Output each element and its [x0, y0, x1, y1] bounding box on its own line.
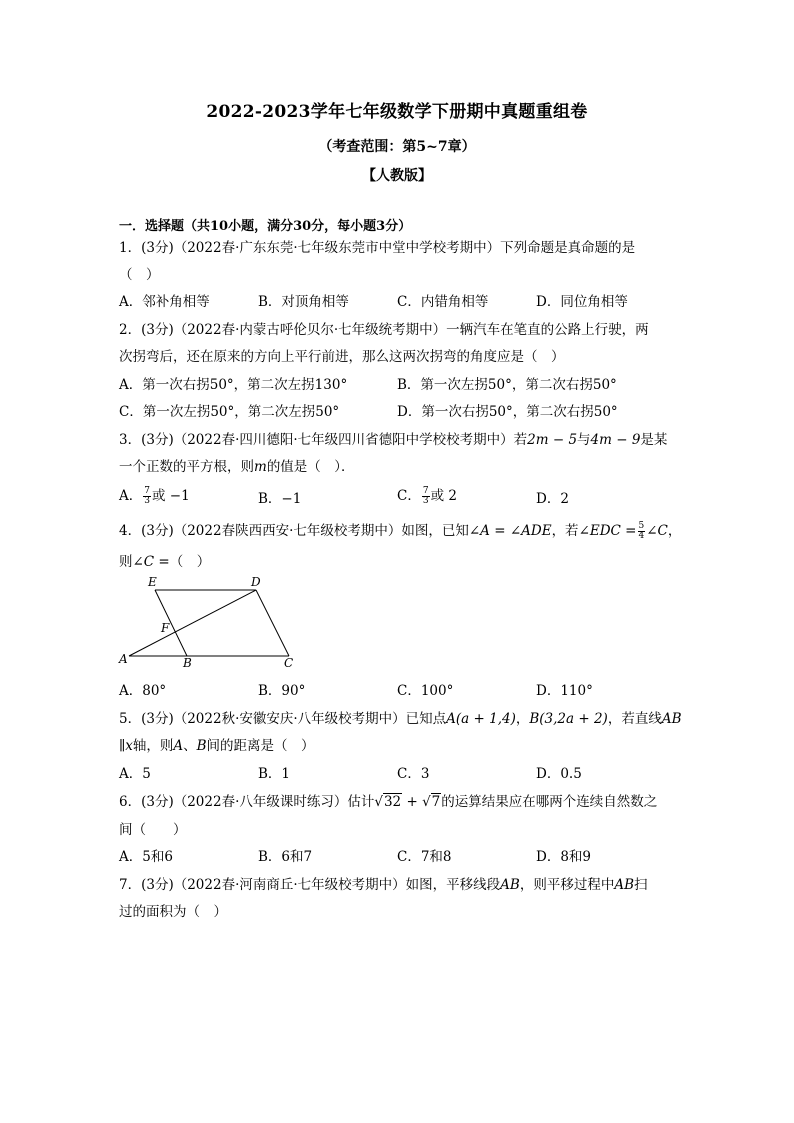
q3-option-b: B．−1: [258, 491, 302, 507]
q4-expr-4: ∠C =: [132, 554, 170, 570]
q3-a-suffix: 或 −1: [151, 488, 190, 504]
q5-text-f: 间的距离是（ ）: [206, 738, 315, 754]
section-heading: 一．选择题（共10小题，满分30分，每小题3分）: [119, 219, 412, 234]
question-5-stem: [119, 707, 682, 727]
q5-expr-6: B: [196, 738, 207, 754]
q1-option-b: B．对顶角相等: [258, 294, 349, 310]
q2-option-d: D．第一次右拐50°，第二次右拐50°: [397, 404, 618, 420]
q5-expr-5: A: [173, 738, 184, 754]
edition-label: 【人教版】: [362, 168, 432, 184]
q7-text-c: 扫: [634, 877, 648, 893]
question-1-stem-cont: （ ）: [119, 267, 160, 283]
q3-text-e: 的值是（ ）．: [266, 459, 355, 475]
question-2-stem-cont: 次拐弯后，还在原来的方向上平行前进，那么这两次拐弯的角度应是（ ）: [119, 349, 565, 365]
question-1-stem: 1．(3分)（2022春·广东东莞·七年级东莞市中堂中学校考期中）下列命题是真命题的是: [119, 240, 636, 256]
q3-var: m: [254, 459, 267, 475]
q5-option-d: D．0.5: [536, 766, 582, 782]
segment-eb: [155, 590, 187, 656]
q3-expr-2: 4m − 9: [590, 432, 641, 448]
question-7-stem: [119, 873, 648, 893]
q7-text-a: 7．(3分)（2022春·河南商丘·七年级校考期中）如图，平移线段: [119, 877, 501, 893]
q4-fraction: [638, 522, 646, 541]
question-4-stem: [119, 519, 681, 541]
q3-text-a: 3．(3分)（2022春·四川德阳·七年级四川省德阳中学校校考期中）若: [119, 432, 528, 448]
q5-parallel: ∥: [119, 738, 126, 754]
q4-text-e: （ ）: [169, 554, 211, 570]
q4-expr-1: ∠A = ∠ADE: [468, 523, 552, 539]
question-3-stem: [119, 428, 667, 448]
q5-expr-4: x: [125, 738, 133, 754]
page-subtitle: （考查范围：第5~7章）: [318, 139, 476, 155]
q4-text-d: 则: [119, 554, 133, 570]
q6-radicand-1: 32: [383, 794, 402, 810]
question-5-stem-cont: [119, 734, 315, 754]
q6-text-a: 6．(3分)（2022春·八年级课时练习）估计: [119, 794, 375, 810]
q3-text-b: 与: [577, 432, 591, 448]
q4-expr-3: ∠C: [646, 523, 668, 539]
q5-text-c: ，若直线: [607, 711, 662, 727]
q6-text-b: 的运算结果应在哪两个连续自然数之: [441, 794, 658, 810]
q3-c-suffix: 或 2: [430, 488, 457, 504]
q6-option-c: C．7和8: [397, 849, 452, 865]
question-3-stem-cont: [119, 455, 355, 475]
q3-c-prefix: C．: [397, 488, 421, 504]
q5-text-d: 轴，则: [132, 738, 174, 754]
q3-a-prefix: A．: [119, 488, 143, 504]
segment-dc: [256, 590, 289, 656]
q4-option-d: D．110°: [536, 683, 593, 699]
q3-a-denominator: 3: [144, 496, 150, 506]
question-6-stem: [119, 790, 657, 810]
q7-text-b: ，则平移过程中: [519, 877, 615, 893]
q2-option-c: C．第一次左拐50°，第二次左拐50°: [119, 404, 340, 420]
q4-option-c: C．100°: [397, 683, 454, 699]
q6-option-b: B．6和7: [258, 849, 313, 865]
question-6-stem-cont: 间（ ）: [119, 822, 187, 838]
q1-option-d: D．同位角相等: [536, 294, 628, 310]
q7-expr-1: AB: [500, 877, 520, 893]
q3-c-fraction: [422, 487, 430, 506]
q3-text-c: 是某: [640, 432, 668, 448]
q2-option-a: A．第一次右拐50°，第二次左拐130°: [119, 377, 348, 393]
sqrt-icon: √: [374, 794, 383, 810]
q3-a-numerator: 7: [144, 486, 150, 496]
q4-frac-numerator: 5: [638, 521, 645, 531]
q4-expr-2: ∠EDC =: [578, 523, 637, 539]
q3-expr-1: 2m − 5: [527, 432, 578, 448]
q2-option-b: B．第一次左拐50°，第二次右拐50°: [397, 377, 617, 393]
q4-text-a: 4．(3分)（2022春陕西西安·七年级校考期中）如图，已知: [119, 523, 469, 539]
segment-ad: [129, 590, 256, 656]
q3-text-d: 一个正数的平方根，则: [119, 459, 254, 475]
q6-plus: +: [402, 794, 423, 810]
sqrt-icon: √: [422, 794, 431, 810]
q5-text-b: ，: [515, 711, 530, 727]
q3-a-fraction: [143, 487, 151, 506]
q1-option-c: C．内错角相等: [397, 294, 489, 310]
q1-option-a: A．邻补角相等: [119, 294, 210, 310]
q4-text-b: ，若: [551, 523, 579, 539]
question-7-stem-cont: 过的面积为（ ）: [119, 904, 227, 920]
q3-c-numerator: 7: [422, 486, 429, 496]
q5-expr-2: B(3,2a + 2): [529, 711, 608, 727]
label-b: B: [183, 656, 192, 670]
question-2-stem: 2．(3分)（2022春·内蒙古呼伦贝尔·七年级统考期中）一辆汽车在笔直的公路上行驶，两: [119, 322, 649, 338]
q5-expr-3: AB: [661, 711, 682, 727]
q7-expr-2: AB: [614, 877, 634, 893]
q5-option-a: A．5: [119, 766, 151, 782]
geometry-figure: [117, 572, 307, 672]
q3-c-denominator: 3: [422, 496, 429, 506]
q4-option-b: B．90°: [258, 683, 306, 699]
q6-option-a: A．5和6: [119, 849, 173, 865]
page-title: 2022-2023学年七年级数学下册期中真题重组卷: [206, 102, 588, 122]
q5-text-e: 、: [183, 738, 197, 754]
q5-option-b: B．1: [258, 766, 291, 782]
q3-option-c: [397, 484, 457, 506]
q4-frac-denominator: 4: [638, 531, 645, 541]
label-d: D: [251, 575, 261, 589]
label-f: F: [161, 621, 170, 635]
question-4-stem-cont: [119, 550, 210, 570]
label-a: A: [119, 652, 128, 666]
q6-radicand-2: 7: [431, 794, 441, 810]
q6-option-d: D．8和9: [536, 849, 592, 865]
label-e: E: [148, 575, 157, 589]
q5-text-a: 5．(3分)（2022秋·安徽安庆·八年级校考期中）已知点: [119, 711, 447, 727]
label-c: C: [284, 656, 294, 670]
q4-option-a: A．80°: [119, 683, 167, 699]
q3-option-d: D．2: [536, 491, 569, 507]
q5-option-c: C．3: [397, 766, 430, 782]
q4-text-c: ，: [667, 523, 682, 539]
q5-expr-1: A(a + 1,4): [446, 711, 516, 727]
q3-option-a: [119, 484, 190, 506]
